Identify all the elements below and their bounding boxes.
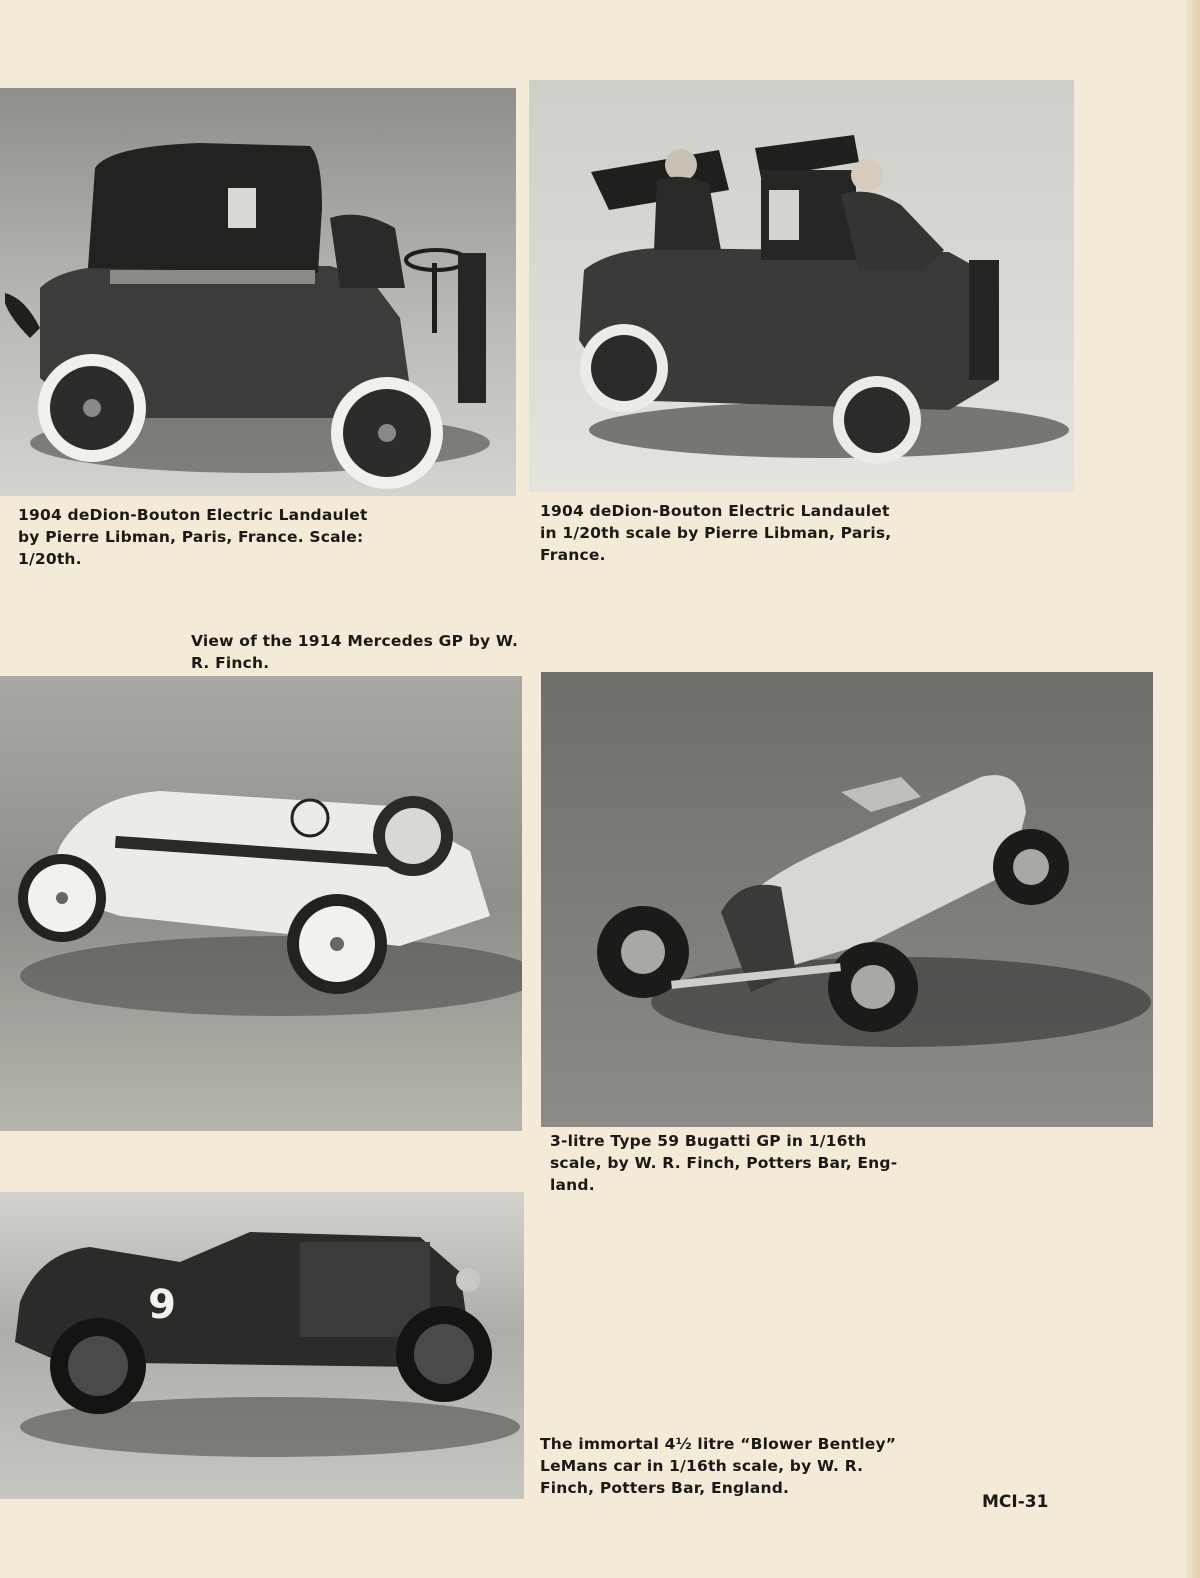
caption-line: LeMans car in 1/16th scale, by W. R. [540,1457,864,1475]
caption-line: by Pierre Libman, Paris, France. Scale: [18,528,364,546]
caption-line: scale, by W. R. Finch, Potters Bar, Eng- [550,1154,898,1172]
photo-bugatti-gp [541,672,1153,1127]
caption-line: 1904 deDion-Bouton Electric Landaulet [540,502,890,520]
caption-line: Finch, Potters Bar, England. [540,1479,790,1497]
caption-landaulet-open [540,500,891,566]
caption-line: The immortal 4½ litre “Blower Bentley” [540,1435,897,1453]
photo-landaulet-open [529,80,1074,492]
caption-line: View of the 1914 Mercedes GP by W. [191,632,519,650]
caption-line: R. Finch. [191,654,270,672]
caption-line: 1/20th. [18,550,82,568]
caption-line: in 1/20th scale by Pierre Libman, Paris, [540,524,892,542]
caption-line: 3-litre Type 59 Bugatti GP in 1/16th [550,1132,867,1150]
caption-landaulet-closed [18,504,368,570]
photo-blower-bentley [0,1192,524,1499]
caption-line: 1904 deDion-Bouton Electric Landaulet [18,506,368,524]
photo-mercedes-gp [0,676,522,1131]
caption-bugatti [550,1130,897,1196]
car-number: 9 [148,1282,176,1328]
page-edge [1186,0,1200,1578]
caption-bentley [540,1433,896,1499]
caption-line: France. [540,546,606,564]
caption-mercedes [191,630,518,674]
page-number: MCI-31 [982,1492,1049,1512]
caption-line: land. [550,1176,595,1194]
photo-landaulet-closed [0,88,516,496]
